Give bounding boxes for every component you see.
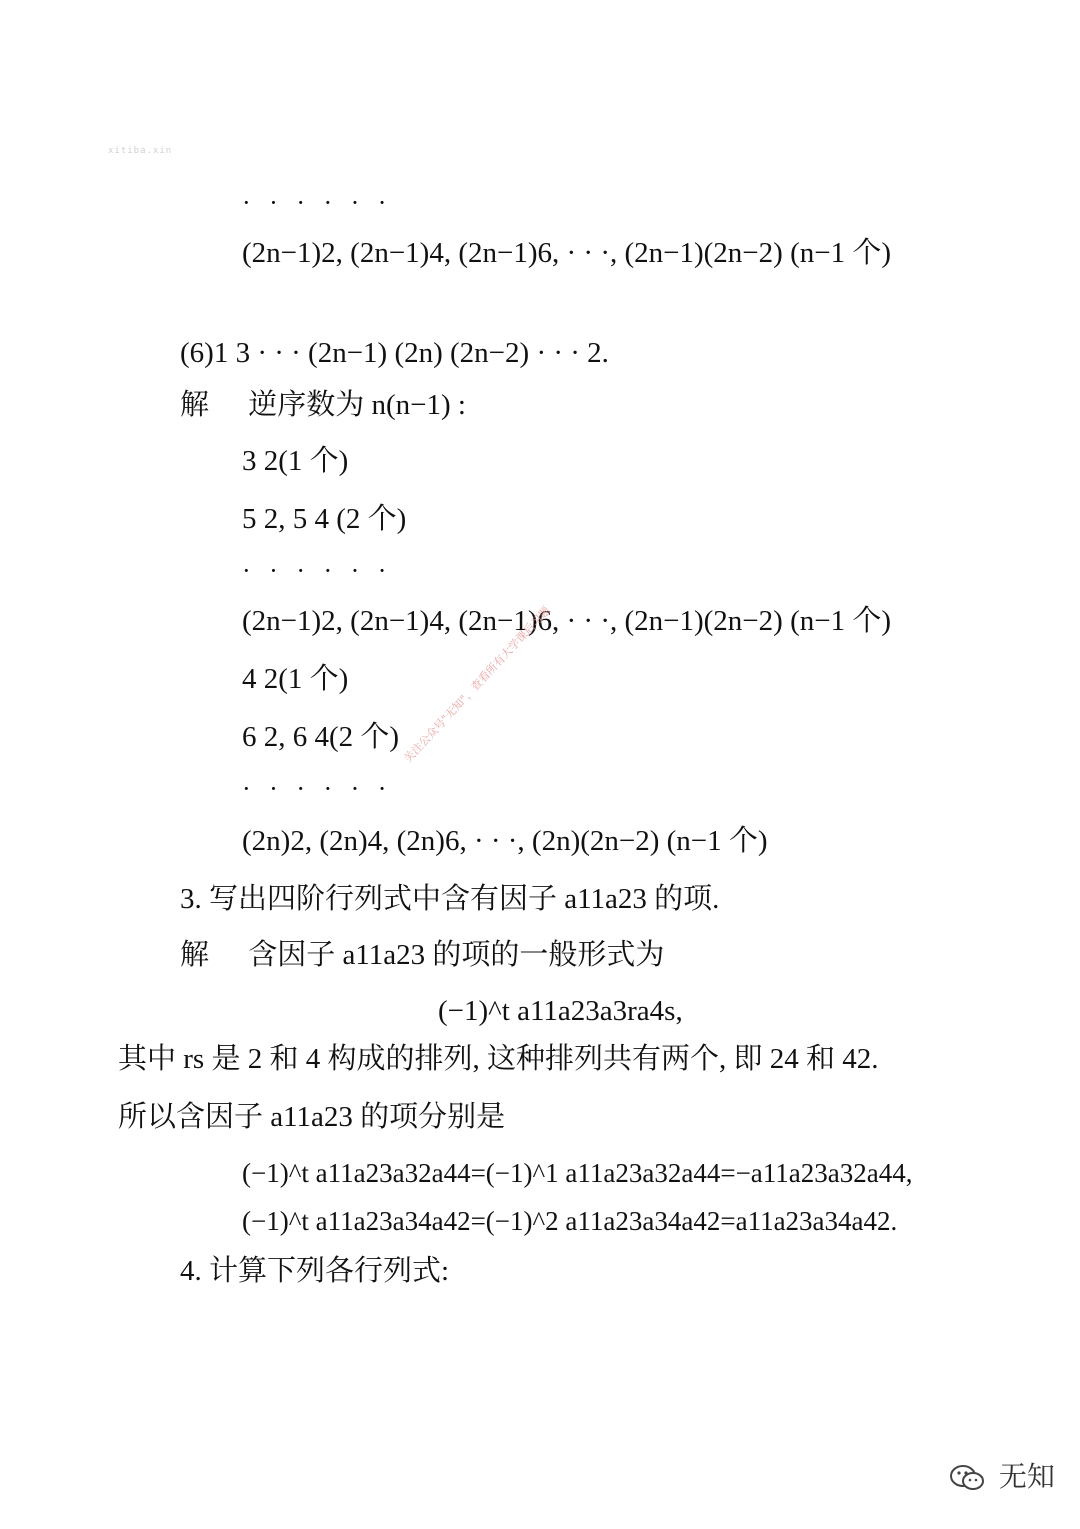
wechat-icon <box>950 1464 984 1492</box>
text-line: 6 2, 6 4(2 个) <box>242 721 400 753</box>
site-label: xitiba.xin <box>108 146 173 156</box>
paragraph: 其中 rs 是 2 和 4 构成的排列, 这种排列共有两个, 即 24 和 42. <box>118 1043 879 1075</box>
solution-line <box>180 938 664 972</box>
text-line: 3 2(1 个) <box>242 445 349 477</box>
paragraph: 所以含因子 a11a23 的项分别是 <box>118 1101 506 1133</box>
ellipsis-line: · · · · · · <box>242 774 393 803</box>
text-line: (2n−1)2, (2n−1)4, (2n−1)6, · · ·, (2n−1)(2n−2) (n−1 个) <box>242 237 891 269</box>
brand-name: 无知 <box>998 1460 1055 1493</box>
solution-label: 解 <box>180 939 210 971</box>
solution-label: 解 <box>180 389 210 421</box>
problem-6: (6)1 3 · · · (2n−1) (2n) (2n−2) · · · 2. <box>180 337 609 369</box>
question-3: 3. 写出四阶行列式中含有因子 a11a23 的项. <box>180 883 720 915</box>
brand-mark <box>950 1455 1055 1495</box>
text-line: 5 2, 5 4 (2 个) <box>242 503 407 535</box>
text-line: 4 2(1 个) <box>242 663 349 695</box>
equation: (−1)^t a11a23a32a44=(−1)^1 a11a23a32a44=−a11a23a32a44, <box>242 1158 913 1188</box>
question-4: 4. 计算下列各行列式: <box>180 1255 450 1287</box>
solution-line <box>180 388 466 422</box>
solution-text: 含因子 a11a23 的项的一般形式为 <box>248 939 665 971</box>
ellipsis-line: · · · · · · <box>242 188 393 217</box>
solution-text: 逆序数为 n(n−1) : <box>248 389 466 421</box>
watermark: 关注公众号"无知"，查看所有大学课后习题 <box>401 604 553 766</box>
general-term-formula: (−1)^t a11a23a3ra4s, <box>438 995 683 1027</box>
equation: (−1)^t a11a23a34a42=(−1)^2 a11a23a34a42=a11a23a34a42. <box>242 1206 898 1236</box>
text-line: (2n)2, (2n)4, (2n)6, · · ·, (2n)(2n−2) (n−1 个) <box>242 825 768 857</box>
text-line: (2n−1)2, (2n−1)4, (2n−1)6, · · ·, (2n−1)(2n−2) (n−1 个) <box>242 605 891 637</box>
ellipsis-line: · · · · · · <box>242 556 393 585</box>
